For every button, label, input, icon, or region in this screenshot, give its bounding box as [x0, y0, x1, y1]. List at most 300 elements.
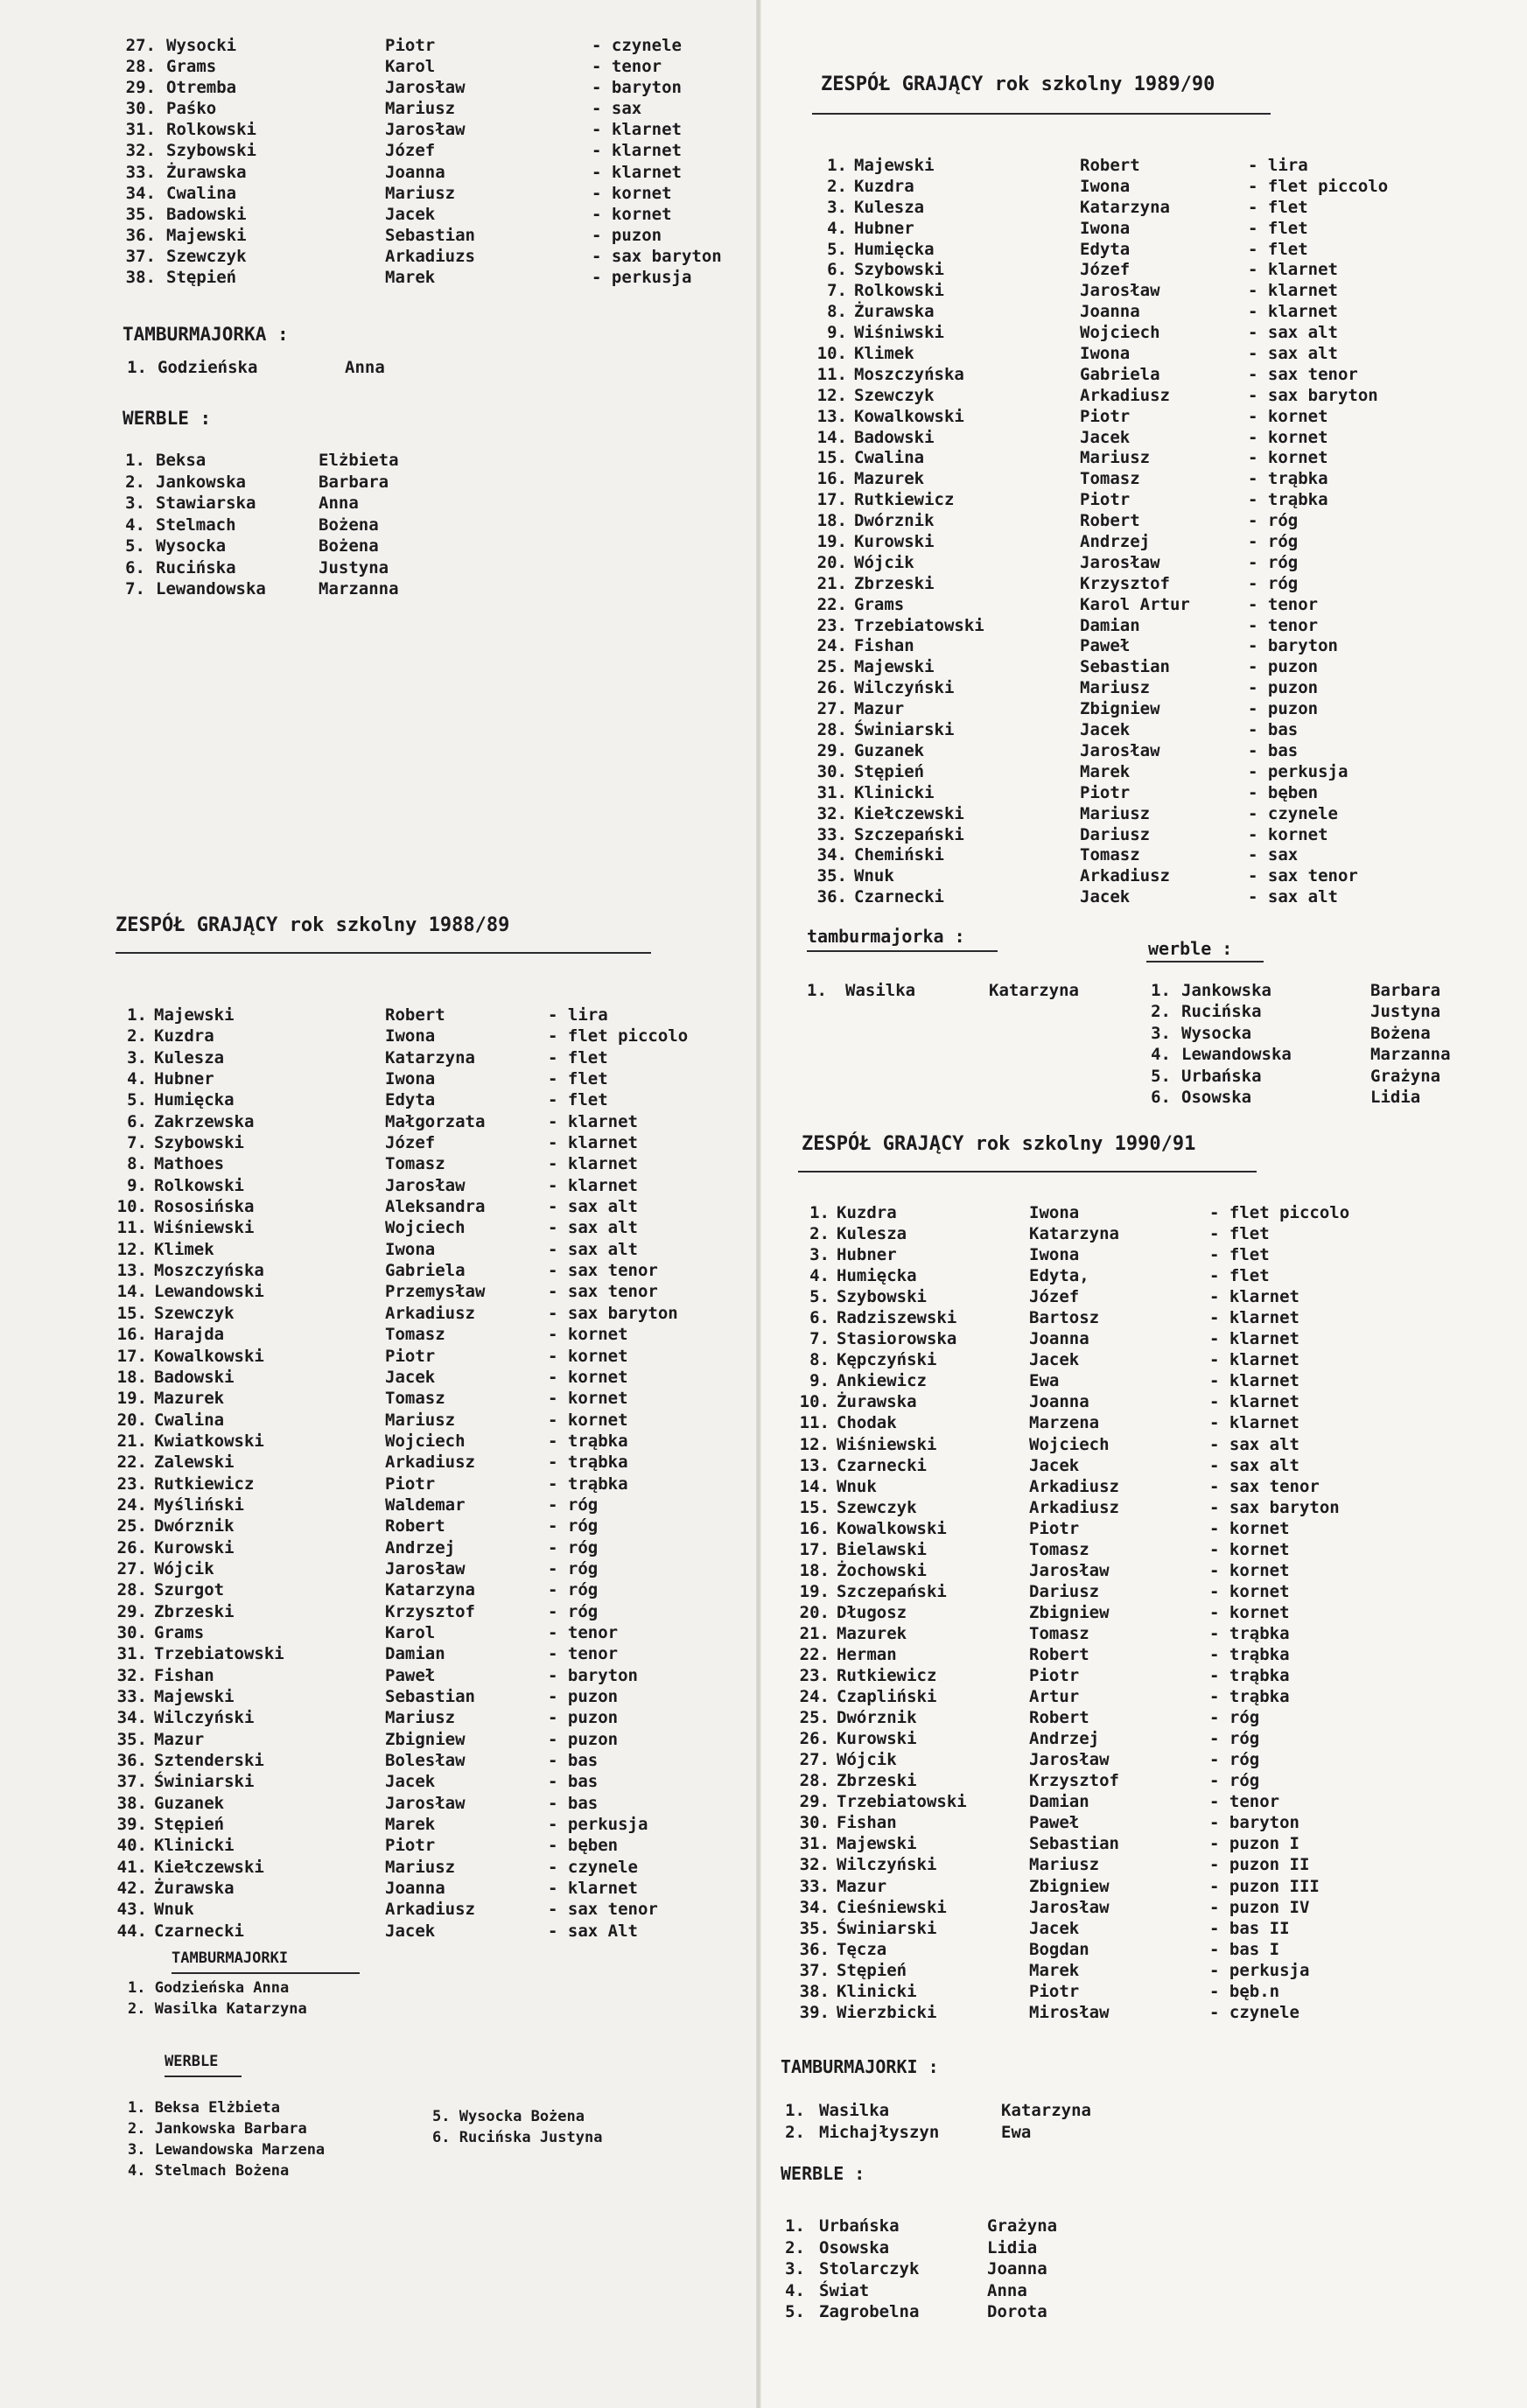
entry-number: 5. [827, 239, 847, 259]
entry-number: 36. [799, 1939, 830, 1959]
entry-surname: Dwórznik [854, 511, 935, 531]
entry-instrument: - baryton [1248, 636, 1338, 656]
tamburmajorka-row: 2. Wasilka Katarzyna [128, 2000, 307, 2018]
entry-first-name: Bożena [319, 536, 379, 556]
entry-surname: Guzanek [154, 1793, 225, 1813]
entry-first-name: Robert [1029, 1644, 1089, 1664]
entry-instrument: - sax tenor [548, 1261, 658, 1281]
entry-instrument: - lira [1248, 156, 1308, 175]
entry-number: 20. [799, 1602, 830, 1622]
entry-number: 4. [125, 514, 145, 535]
entry-first-name: Jacek [385, 1367, 436, 1387]
entry-number: 20. [116, 1410, 147, 1430]
entry-surname: Badowski [154, 1367, 235, 1387]
entry-number: 35. [116, 1729, 147, 1749]
entry-instrument: - sax baryton [592, 246, 722, 266]
entry-first-name: Sebastian [385, 1687, 475, 1706]
entry-first-name: Katarzyna [385, 1580, 475, 1600]
entry-instrument: - puzon I [1209, 1834, 1299, 1854]
entry-instrument: - kornet [1209, 1581, 1290, 1601]
entry-first-name: Jarosław [1029, 1560, 1110, 1580]
entry-first-name: Sebastian [1080, 657, 1170, 677]
entry-instrument: - flet piccolo [1209, 1203, 1350, 1222]
entry-first-name: Aleksandra [385, 1197, 486, 1217]
entry-instrument: - trąbka [548, 1474, 628, 1494]
entry-surname: Kurowski [854, 532, 935, 552]
entry-instrument: - puzon [592, 225, 662, 245]
entry-number: 1. [809, 1203, 830, 1222]
entry-instrument: - puzon IV [1209, 1897, 1310, 1917]
entry-first-name: Marek [385, 268, 436, 288]
entry-instrument: - sax alt [1209, 1434, 1299, 1454]
entry-instrument: - puzon [548, 1729, 619, 1749]
entry-instrument: - trąbka [1209, 1666, 1290, 1686]
entry-number: 31. [816, 782, 847, 802]
entry-surname: Szybowski [854, 260, 944, 280]
entry-instrument: - czynele [592, 36, 682, 55]
entry-surname: Stawiarska [156, 494, 256, 513]
entry-number: 28. [116, 1580, 147, 1600]
entry-surname: Bielawski [837, 1539, 927, 1559]
entry-surname: Szybowski [837, 1287, 927, 1307]
entry-first-name: Iwona [1029, 1203, 1080, 1222]
entry-number: 15. [116, 1303, 147, 1323]
entry-instrument: - sax alt [548, 1197, 638, 1217]
entry-number: 24. [799, 1687, 830, 1707]
entry-number: 33. [116, 1687, 147, 1706]
entry-instrument: - flet [548, 1047, 608, 1068]
entry-surname: Herman [837, 1644, 897, 1664]
entry-surname: Michajłyszyn [819, 2122, 940, 2142]
entry-number: 32. [125, 141, 156, 161]
entry-number: 22. [116, 1452, 147, 1473]
entry-instrument: - trąbka [548, 1452, 628, 1473]
entry-instrument: - kornet [592, 183, 672, 203]
entry-first-name: Robert [1080, 156, 1140, 175]
entry-instrument: - sax tenor [1248, 364, 1358, 384]
entry-surname: Stelmach [156, 514, 236, 535]
entry-first-name: Piotr [385, 1474, 436, 1494]
section-underline-1989 [812, 113, 1271, 115]
entry-number: 22. [799, 1644, 830, 1664]
entry-number: 25. [116, 1516, 147, 1536]
entry-surname: Kuzdra [854, 176, 914, 196]
entry-first-name: Krzysztof [1080, 573, 1170, 593]
entry-first-name: Piotr [385, 36, 436, 55]
left-werble-heading: WERBLE : [123, 408, 212, 429]
entry-first-name: Arkadiusz [385, 1452, 475, 1473]
entry-surname: Długosz [837, 1602, 907, 1622]
entry-surname: Wysocka [156, 536, 227, 556]
section-underline-1988 [116, 952, 651, 954]
entry-first-name: Jarosław [385, 1558, 466, 1578]
entry-number: 1. [827, 156, 847, 175]
entry-instrument: - puzon II [1209, 1855, 1310, 1875]
entry-instrument: - klarnet [548, 1175, 638, 1195]
tamburmajorka-name: Katarzyna [989, 981, 1079, 1000]
entry-first-name: Damian [1029, 1792, 1089, 1812]
entry-first-name: Anna [319, 494, 359, 513]
entry-first-name: Jarosław [385, 1793, 466, 1813]
entry-instrument: - sax baryton [1248, 385, 1378, 405]
werble-row: 5. Wysocka Bożena [432, 2108, 585, 2125]
entry-surname: Zbrzeski [154, 1601, 235, 1621]
entry-surname: Dwórznik [154, 1516, 235, 1536]
entry-number: 7. [125, 579, 145, 598]
entry-instrument: - tenor [592, 57, 662, 77]
entry-instrument: - bas I [1209, 1939, 1280, 1959]
entry-instrument: - róg [1248, 511, 1299, 531]
entry-instrument: - klarnet [1209, 1350, 1299, 1370]
entry-surname: Czarnecki [837, 1455, 927, 1475]
entry-first-name: Marek [385, 1815, 436, 1835]
entry-instrument: - sax alt [548, 1218, 638, 1238]
entry-surname: Wnuk [154, 1900, 194, 1920]
entry-surname: Zbrzeski [837, 1771, 917, 1791]
entry-number: 27. [816, 699, 847, 719]
entry-first-name: Tomasz [385, 1389, 445, 1409]
werble-heading-1988: WERBLE [165, 2053, 219, 2070]
entry-first-name: Edyta, [1029, 1266, 1089, 1286]
entry-first-name: Andrzej [1080, 532, 1151, 552]
entry-number: 1. [127, 1005, 147, 1025]
entry-instrument: - sax baryton [1209, 1497, 1340, 1517]
entry-number: 9. [127, 1175, 147, 1195]
entry-instrument: - bas II [1209, 1918, 1290, 1938]
entry-instrument: - róg [1209, 1771, 1260, 1791]
entry-surname: Majewski [854, 657, 935, 677]
entry-first-name: Justyna [319, 557, 389, 578]
werble-row: 3. Lewandowska Marzena [128, 2141, 326, 2159]
tamburmajorka-entry-1989 [807, 980, 1122, 1002]
entry-surname: Kowalkowski [837, 1518, 947, 1538]
entry-instrument: - sax alt [1209, 1455, 1299, 1475]
entry-number: 43. [116, 1900, 147, 1920]
entry-first-name: Arkadiuzs [385, 246, 475, 266]
entry-first-name: Gabriela [385, 1261, 466, 1281]
entry-number: 3. [809, 1245, 830, 1265]
entry-instrument: - bas [548, 1793, 599, 1813]
tamburmajorka-heading-1989: tamburmajorka : [807, 926, 965, 947]
entry-first-name: Robert [385, 1005, 445, 1025]
entry-surname: Wasilka [819, 2101, 890, 2120]
entry-surname: Czarnecki [154, 1921, 244, 1941]
entry-number: 4. [785, 2280, 805, 2300]
entry-first-name: Damian [385, 1644, 445, 1664]
entry-instrument: - bas [1248, 740, 1299, 760]
entry-first-name: Jacek [1029, 1455, 1080, 1475]
entry-number: 24. [116, 1494, 147, 1515]
entry-surname: Cwalina [154, 1410, 225, 1430]
entry-first-name: Jacek [1029, 1350, 1080, 1370]
entry-instrument: - puzon [1248, 678, 1319, 698]
entry-surname: Mazur [154, 1729, 205, 1749]
entry-first-name: Mariusz [385, 1857, 456, 1877]
entry-number: 9. [809, 1371, 830, 1391]
entry-surname: Hubner [837, 1245, 897, 1265]
entry-instrument: - tenor [1248, 615, 1319, 635]
entry-first-name: Mariusz [1029, 1855, 1100, 1875]
entry-first-name: Przemysław [385, 1282, 486, 1302]
entry-number: 27. [799, 1750, 830, 1770]
entry-instrument: - flet [1209, 1266, 1270, 1286]
entry-number: 4. [1151, 1045, 1171, 1065]
entry-number: 6. [125, 557, 145, 578]
entry-number: 17. [799, 1539, 830, 1559]
entry-number: 6. [1151, 1087, 1171, 1107]
entry-number: 5. [125, 536, 145, 556]
werble-underline-1989 [1146, 961, 1264, 962]
entry-number: 29. [125, 78, 156, 98]
entry-surname: Lewandowski [154, 1282, 264, 1302]
entry-number: 38. [125, 268, 156, 288]
entry-first-name: Tomasz [1029, 1623, 1089, 1643]
entry-surname: Trzebiatowski [854, 615, 984, 635]
entry-surname: Czapliński [837, 1687, 937, 1707]
entry-surname: Myśliński [154, 1494, 244, 1515]
entry-first-name: Bożena [319, 514, 379, 535]
entry-instrument: - puzon [548, 1687, 619, 1706]
entry-number: 20. [816, 552, 847, 572]
entry-first-name: Jarosław [385, 78, 466, 98]
entry-surname: Otremba [166, 78, 237, 98]
entry-surname: Rolkowski [154, 1175, 244, 1195]
entry-surname: Wierzbicki [837, 2002, 937, 2022]
entry-first-name: Piotr [385, 1836, 436, 1856]
section-title-1988: ZESPÓŁ GRAJĄCY rok szkolny 1988/89 [116, 914, 510, 936]
entry-first-name: Krzysztof [385, 1601, 475, 1621]
entry-instrument: - sax [592, 99, 642, 119]
entry-first-name: Marzanna [1370, 1045, 1451, 1065]
entry-first-name: Piotr [1080, 490, 1131, 510]
entry-first-name: Grażyna [1370, 1066, 1441, 1086]
entry-first-name: Jarosław [1080, 281, 1160, 301]
entry-instrument: - klarnet [1209, 1371, 1299, 1391]
entry-instrument: - tenor [1248, 594, 1319, 614]
entry-number: 13. [799, 1455, 830, 1475]
entry-surname: Kurowski [837, 1729, 917, 1749]
entry-surname: Szewczyk [154, 1303, 235, 1323]
entry-number: 6. [809, 1308, 830, 1328]
entry-first-name: Sebastian [1029, 1834, 1119, 1854]
entry-surname: Zakrzewska [154, 1111, 255, 1131]
entry-number: 19. [799, 1581, 830, 1601]
entry-surname: Rutkiewicz [854, 490, 955, 510]
entry-instrument: - kornet [1248, 824, 1328, 844]
entry-number: 21. [816, 573, 847, 593]
section-title-1990: ZESPÓŁ GRAJĄCY rok szkolny 1990/91 [802, 1133, 1196, 1155]
entry-surname: Kępczyński [837, 1350, 937, 1370]
entry-number: 6. [127, 1111, 147, 1131]
entry-surname: Świniarski [837, 1918, 937, 1938]
entry-number: 2. [1151, 1002, 1171, 1022]
entry-number: 27. [125, 36, 156, 55]
entry-instrument: - flet [1248, 239, 1308, 259]
entry-surname: Kuzdra [154, 1026, 214, 1046]
entry-instrument: - puzon [1248, 699, 1319, 719]
entry-first-name: Iwona [385, 1026, 436, 1046]
entry-instrument: - róg [548, 1558, 599, 1578]
entry-instrument: - bęb.n [1209, 1981, 1280, 2001]
entry-first-name: Anna [345, 358, 385, 377]
entry-instrument: - kornet [1209, 1539, 1290, 1559]
entry-first-name: Iwona [1080, 344, 1131, 364]
entry-number: 19. [116, 1389, 147, 1409]
entry-number: 8. [809, 1350, 830, 1370]
entry-first-name: Mariusz [385, 99, 456, 119]
entry-first-name: Katarzyna [1001, 2101, 1091, 2120]
entry-instrument: - trąbka [1209, 1623, 1290, 1643]
entry-number: 7. [809, 1329, 830, 1349]
tamburmajorka-row: 1. Godzieńska Anna [128, 1979, 290, 1997]
entry-first-name: Iwona [1080, 176, 1131, 196]
entry-surname: Rucińska [156, 557, 236, 578]
entry-surname: Rososińska [154, 1197, 255, 1217]
entry-number: 30. [125, 99, 156, 119]
entry-number: 25. [816, 657, 847, 677]
entry-surname: Humięcka [837, 1266, 917, 1286]
entry-instrument: - klarnet [548, 1879, 638, 1899]
entry-number: 39. [799, 2002, 830, 2022]
entry-surname: Szczepański [854, 824, 964, 844]
entry-number: 22. [816, 594, 847, 614]
entry-number: 31. [116, 1644, 147, 1664]
entry-surname: Stępień [166, 268, 237, 288]
entry-instrument: - perkusja [548, 1815, 648, 1835]
entry-surname: Humięcka [854, 239, 935, 259]
entry-surname: Rutkiewicz [154, 1474, 255, 1494]
entry-instrument: - sax alt [1248, 323, 1338, 343]
entry-first-name: Joanna [1080, 302, 1140, 322]
entry-instrument: - róg [1248, 552, 1299, 572]
entry-first-name: Piotr [385, 1346, 436, 1366]
entry-surname: Szewczyk [837, 1497, 917, 1517]
entry-first-name: Grażyna [987, 2216, 1058, 2236]
entry-instrument: - kornet [1248, 427, 1328, 447]
entry-surname: Kiełczewski [854, 803, 964, 823]
entry-instrument: - sax alt [1248, 887, 1338, 907]
entry-first-name: Tomasz [1080, 469, 1140, 489]
entry-instrument: - bas [548, 1751, 599, 1771]
entry-number: 29. [816, 740, 847, 760]
entry-number: 39. [116, 1815, 147, 1835]
entry-number: 41. [116, 1857, 147, 1877]
entry-surname: Klimek [854, 344, 914, 364]
entry-surname: Guzanek [854, 740, 925, 760]
entry-number: 2. [827, 176, 847, 196]
entry-number: 18. [799, 1560, 830, 1580]
entry-instrument: - flet piccolo [1248, 176, 1389, 196]
entry-number: 34. [816, 845, 847, 865]
entry-number: 44. [116, 1921, 147, 1941]
entry-number: 31. [125, 120, 156, 140]
entry-number: 36. [816, 887, 847, 907]
entry-surname: Rucińska [1181, 1002, 1262, 1022]
entry-surname: Mazurek [854, 469, 925, 489]
entry-surname: Cwalina [166, 183, 237, 203]
entry-first-name: Bolesław [385, 1751, 466, 1771]
entry-first-name: Edyta [1080, 239, 1131, 259]
entry-number: 16. [116, 1325, 147, 1345]
entry-instrument: - czynele [1248, 803, 1338, 823]
entry-instrument: - bęben [548, 1836, 619, 1856]
entry-instrument: - puzon III [1209, 1876, 1320, 1896]
entry-number: 10. [116, 1197, 147, 1217]
entry-first-name: Ewa [1001, 2122, 1032, 2142]
entry-number: 13. [116, 1261, 147, 1281]
entry-instrument: - klarnet [1209, 1392, 1299, 1412]
entry-number: 33. [125, 162, 156, 182]
entry-instrument: - róg [1209, 1708, 1260, 1728]
tamburmajorki-list-1988 [128, 1978, 307, 2020]
entry-surname: Wiśniewski [837, 1434, 937, 1454]
entry-number: 23. [116, 1474, 147, 1494]
entry-first-name: Damian [1080, 615, 1140, 635]
entry-first-name: Justyna [1370, 1002, 1441, 1022]
entry-instrument: - kornet [548, 1325, 628, 1345]
entry-number: 17. [116, 1346, 147, 1366]
entry-surname: Urbańska [819, 2216, 900, 2236]
entry-first-name: Jarosław [1080, 552, 1160, 572]
entry-number: 26. [116, 1537, 147, 1558]
entry-instrument: - flet [1209, 1224, 1270, 1244]
entry-surname: Radziszewski [837, 1308, 957, 1328]
entry-number: 40. [116, 1836, 147, 1856]
entry-surname: Zalewski [154, 1452, 235, 1473]
entry-instrument: - perkusja [592, 268, 692, 288]
entry-first-name: Wojciech [1080, 323, 1160, 343]
entry-first-name: Marzena [1029, 1413, 1100, 1433]
entry-surname: Wójcik [837, 1750, 897, 1770]
entry-surname: Majewski [154, 1687, 235, 1706]
entry-first-name: Karol Artur [1080, 594, 1190, 614]
entry-number: 4. [827, 218, 847, 238]
entry-instrument: - róg [548, 1494, 599, 1515]
entry-number: 4. [809, 1266, 830, 1286]
entry-first-name: Małgorzata [385, 1111, 486, 1131]
werble-heading-1989: werble : [1148, 938, 1233, 959]
entry-first-name: Lidia [1370, 1087, 1421, 1107]
entry-instrument: - klarnet [592, 141, 682, 161]
entry-surname: Rutkiewicz [837, 1666, 937, 1686]
entry-first-name: Jacek [385, 1921, 436, 1941]
entry-first-name: Iwona [1029, 1245, 1080, 1265]
entry-first-name: Bogdan [1029, 1939, 1089, 1959]
entry-first-name: Mariusz [385, 183, 456, 203]
entry-first-name: Jarosław [1029, 1897, 1110, 1917]
entry-instrument: - sax tenor [548, 1282, 658, 1302]
entry-number: 1. [785, 2101, 805, 2120]
entry-number: 29. [799, 1792, 830, 1812]
entry-instrument: - klarnet [1209, 1287, 1299, 1307]
entry-surname: Klinicki [837, 1981, 917, 2001]
entry-instrument: - kornet [548, 1389, 628, 1409]
entry-first-name: Arkadiusz [385, 1303, 475, 1323]
entry-surname: Urbańska [1181, 1066, 1262, 1086]
entry-first-name: Anna [987, 2280, 1027, 2300]
entry-surname: Żurawska [154, 1879, 235, 1899]
entry-number: 1. [127, 358, 147, 377]
entry-first-name: Jarosław [1029, 1750, 1110, 1770]
entry-instrument: - róg [1209, 1750, 1260, 1770]
tamburmajorki-heading-1990: TAMBURMAJORKI : [781, 2056, 939, 2077]
entry-first-name: Mariusz [1080, 803, 1151, 823]
entry-first-name: Andrzej [1029, 1729, 1100, 1749]
entry-instrument: - sax alt [1248, 344, 1338, 364]
entry-number: 15. [816, 448, 847, 468]
entry-number: 3. [827, 197, 847, 217]
entry-surname: Zagrobelna [819, 2302, 920, 2322]
